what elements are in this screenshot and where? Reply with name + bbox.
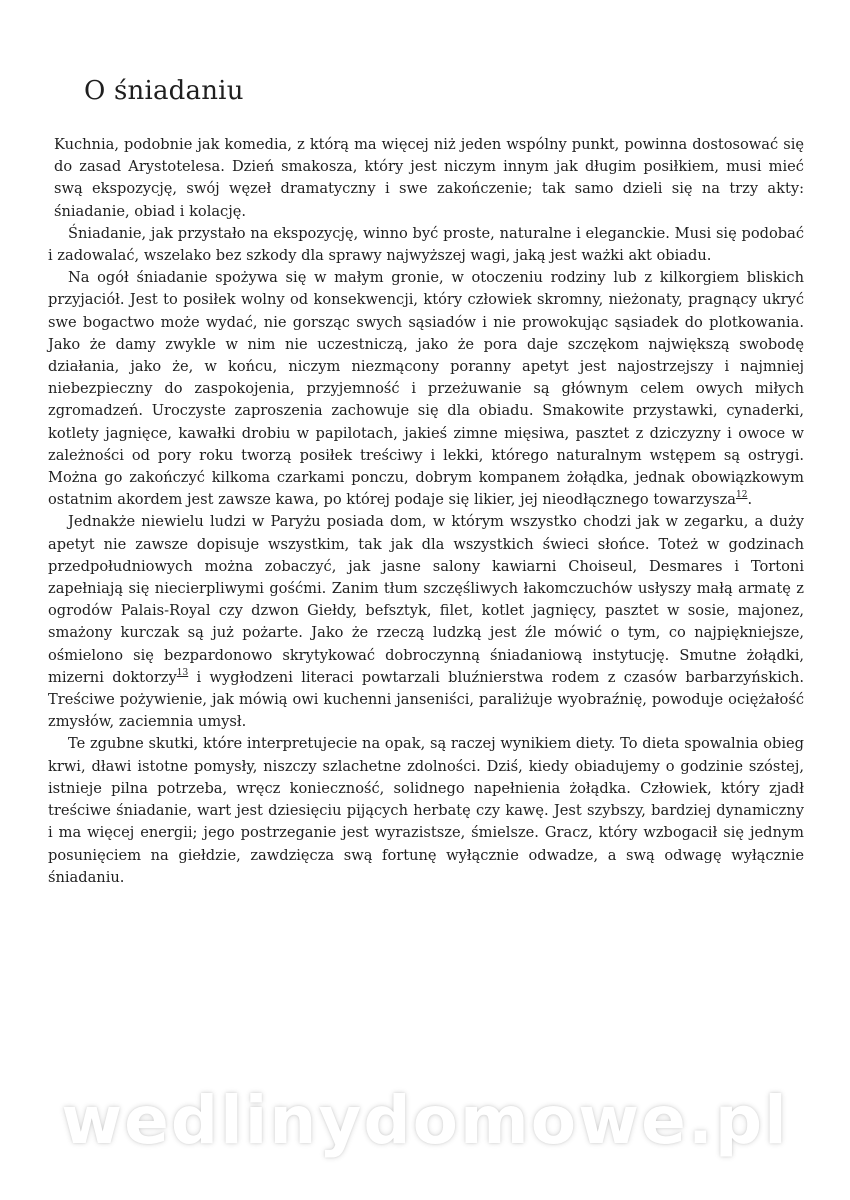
paragraph-text-tail: i wygłodzeni literaci powtarzali bluźnierstwa rodem z czasów barbarzyńskich. Treściwe pożywienie, jak mówią owi kuchenni janseniści, paraliżuje wyobraźnię, powoduje ociężałość zmysłów, zaciemnia umysł. [48,668,804,731]
paragraph [48,267,804,511]
paragraph [48,134,804,223]
paragraph-text: Kuchnia, podobnie jak komedia, z którą ma więcej niż jeden wspólny punkt, powinna dostosować się do zasad Arystotelesa. Dzień smakosza, który jest niczym innym jak długim posiłkiem, musi mieć swą ekspozycję, swój węzeł dramatyczny i swe zakończenie; tak samo dzieli się na trzy akty: śniadanie, obiad i kolację. [54,136,804,220]
article-body [48,134,804,889]
footnote-link[interactable]: 12 [735,490,748,501]
paragraph [48,223,804,267]
footnote-link[interactable]: 13 [176,667,189,678]
paragraph-text: Te zgubne skutki, które interpretujecie na opak, są raczej wynikiem diety. To dieta spowalnia obieg krwi, dławi istotne pomysły, niszczy szlachetne zdolności. Dziś, kiedy obiadujemy o godzinie szóstej, istnieje pilna potrzeba, wręcz konieczność, solidnego napełnienia żołądka. Człowiek, który zjadł treściwe śniadanie, wart jest dziesięciu pijących herbatę czy kawę. Jest szybszy, bardziej dynamiczny i ma więcej energii; jego postrzeganie jest wyrazistsze, śmielsze. Gracz, który wzbogacił się jednym posunięciem na giełdzie, zawdzięcza swą fortunę wyłącznie odwadze, a swą odwagę wyłącznie śniadaniu. [48,735,804,886]
page-title: O śniadaniu [84,76,244,106]
paragraph-text: Na ogół śniadanie spożywa się w małym gronie, w otoczeniu rodziny lub z kilkorgiem bliskich przyjaciół. Jest to posiłek wolny od konsekwencji, który człowiek skromny, nieżonaty, pragnący ukryć swe bogactwo może wydać, nie gorsząc swych sąsiadów i nie prowokując sąsiadek do plotkowania. Jako że damy zwykle w nim nie uczestniczą, jako że pora daje szczękom największą swobodę działania, jako że, w końcu, niczym niezmącony poranny apetyt jest najostrzejszy i najmniej niebezpieczny do zaspokojenia, przyjemność i przeżuwanie są głównym celem owych miłych zgromadzeń. Uroczyste zaproszenia zachowuje się dla obiadu. Smakowite przystawki, cynaderki, kotlety jagnięce, kawałki drobiu w papilotach, jakieś zimne mięsiwa, pasztet z dziczyzny i owoce w zależności od pory roku tworzą posiłek treściwy i lekki, którego naturalnym wstępem są ostrygi. Można go zakończyć kilkoma czarkami ponczu, dobrym kompanem żołądka, jednak obowiązkowym ostatnim akordem jest zawsze kawa, po której podaje się likier, jej nieodłącznego towarzysza [48,269,804,509]
paragraph-text-tail: . [747,491,753,509]
paragraph-text: Jednakże niewielu ludzi w Paryżu posiada dom, w którym wszystko chodzi jak w zegarku, a duży apetyt nie zawsze dopisuje wszystkim, tak jak dla wszystkich świeci słońce. Toteż w godzinach przedpołudniowych można zobaczyć, jak jasne salony kawiarni Choiseul, Desmares i Tortoni zapełniają się niecierpliwymi gośćmi. Zanim tłum szczęśliwych łakomczuchów usłyszy małą armatę z ogrodów Palais-Royal czy dzwon Giełdy, befsztyk, filet, kotlet jagnięcy, pasztet w sosie, majonez, smażony kurczak są już pożarte. Jako że rzeczą ludzką jest źle mówić o tym, co najpiękniejsze, ośmielono się bezpardonowo skrytykować dobroczynną śniadaniową instytucję. Smutne żołądki, mizerni doktorzy [48,513,804,686]
paragraph [48,733,804,888]
watermark: wedlinydomowe.pl [61,1082,789,1159]
paragraph-text: Śniadanie, jak przystało na ekspozycję, winno być proste, naturalne i eleganckie. Musi się podobać i zadowalać, wszelako bez szkody dla sprawy najwyższej wagi, jaką jest ważki akt obiadu. [48,224,804,265]
paragraph [48,511,804,733]
